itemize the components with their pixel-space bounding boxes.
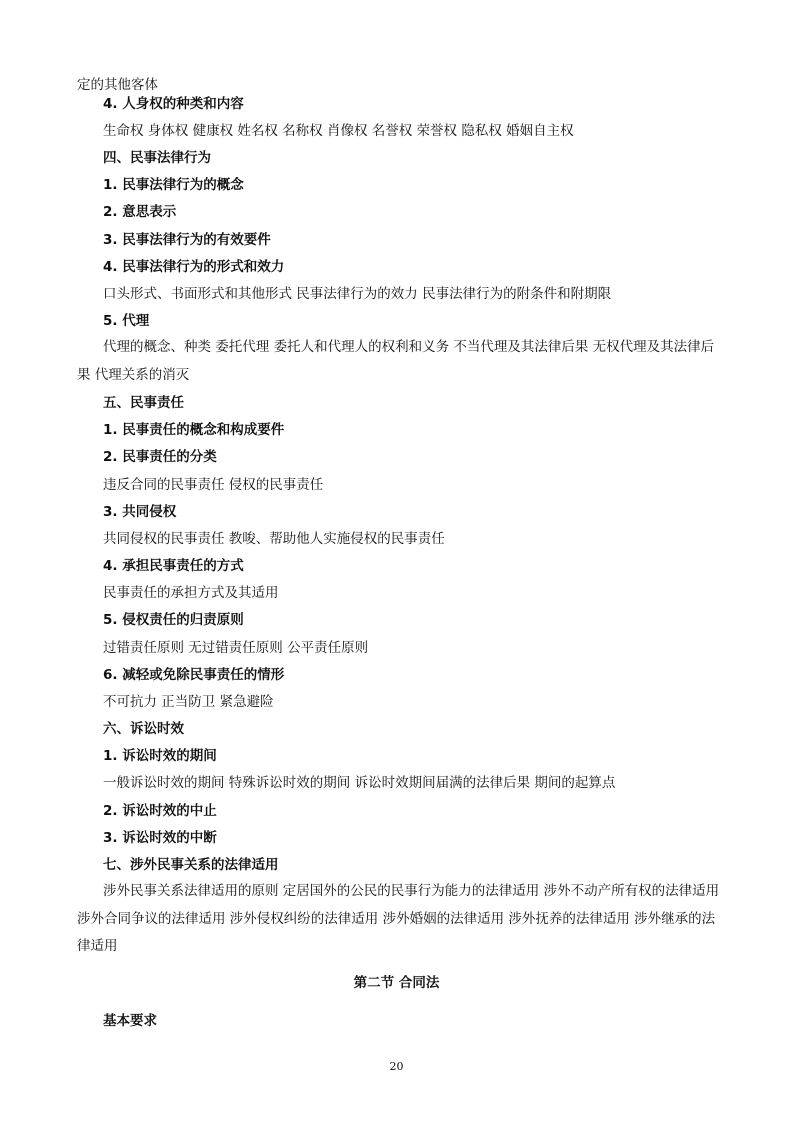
chapter-section-title: 第二节 合同法 bbox=[353, 975, 440, 991]
text-line: 违反合同的民事责任 侵权的民事责任 bbox=[103, 477, 324, 493]
text-line: 一般诉讼时效的期间 特殊诉讼时效的期间 诉讼时效期间届满的法律后果 期间的起算点 bbox=[103, 775, 616, 791]
subheading: 3. 诉讼时效的中断 bbox=[103, 830, 217, 846]
subheading: 4. 承担民事责任的方式 bbox=[103, 558, 244, 574]
subheading: 3. 民事法律行为的有效要件 bbox=[103, 232, 271, 248]
section-heading: 七、涉外民事关系的法律适用 bbox=[103, 857, 279, 873]
section-heading: 六、诉讼时效 bbox=[103, 721, 184, 737]
subheading: 6. 减轻或免除民事责任的情形 bbox=[103, 667, 285, 683]
section-heading: 四、民事法律行为 bbox=[103, 150, 211, 166]
text-line: 不可抗力 正当防卫 紧急避险 bbox=[103, 694, 274, 710]
page-number: 20 bbox=[389, 1060, 404, 1073]
text-line: 过错责任原则 无过错责任原则 公平责任原则 bbox=[103, 640, 369, 656]
subheading: 4. 民事法律行为的形式和效力 bbox=[103, 259, 285, 275]
subheading: 基本要求 bbox=[103, 1013, 157, 1029]
paragraph: 涉外民事关系法律适用的原则 定居国外的公民的民事行为能力的法律适用 涉外不动产所有权的法律适用 涉外合同争议的法律适用 涉外侵权纠纷的法律适用 涉外婚姻的法律适用 涉外抚养的法律适用 涉外继承的法律适用 bbox=[77, 883, 720, 954]
subheading: 1. 民事法律行为的概念 bbox=[103, 177, 244, 193]
text-line: 共同侵权的民事责任 教唆、帮助他人实施侵权的民事责任 bbox=[103, 531, 445, 547]
subheading: 5. 侵权责任的归责原则 bbox=[103, 612, 244, 628]
text-line: 口头形式、书面形式和其他形式 民事法律行为的效力 民事法律行为的附条件和附期限 bbox=[103, 286, 612, 302]
subheading: 5. 代理 bbox=[103, 313, 150, 329]
subheading: 3. 共同侵权 bbox=[103, 504, 177, 520]
text-line: 民事责任的承担方式及其适用 bbox=[103, 585, 279, 601]
text-line: 定的其他客体 bbox=[77, 77, 158, 93]
subheading: 4. 人身权的种类和内容 bbox=[103, 96, 244, 112]
text-line: 生命权 身体权 健康权 姓名权 名称权 肖像权 名誉权 荣誉权 隐私权 婚姻自主权 bbox=[103, 123, 574, 139]
paragraph: 代理的概念、种类 委托代理 委托人和代理人的权利和义务 不当代理及其法律后果 无权代理及其法律后果 代理关系的消灭 bbox=[77, 339, 715, 383]
section-heading: 五、民事责任 bbox=[103, 395, 184, 411]
subheading: 1. 诉讼时效的期间 bbox=[103, 748, 217, 764]
subheading: 2. 民事责任的分类 bbox=[103, 449, 217, 465]
subheading: 2. 诉讼时效的中止 bbox=[103, 803, 217, 819]
subheading: 2. 意思表示 bbox=[103, 204, 177, 220]
subheading: 1. 民事责任的概念和构成要件 bbox=[103, 422, 285, 438]
